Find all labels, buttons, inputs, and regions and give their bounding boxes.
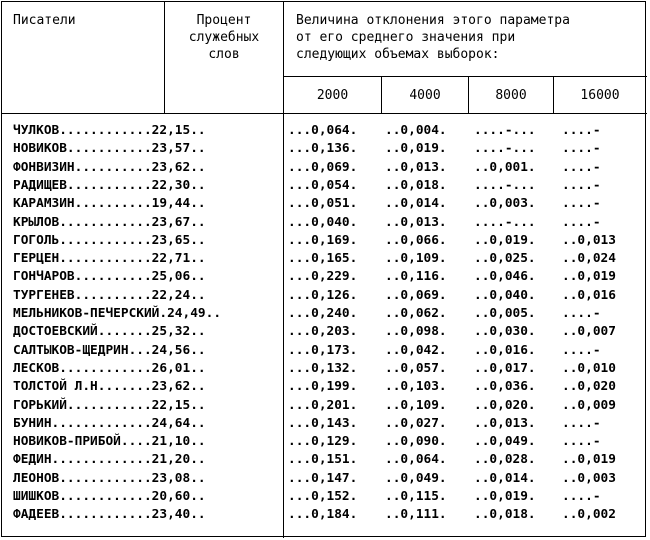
row-cell-c2: ...0,126. [288,287,358,303]
row-cell-c2: ...0,152. [288,489,358,504]
header-deviation: Величина отклонения этого параметра от его среднего значения при следующих объемах выборок: [296,13,570,62]
row-cell-c4: ..0,025. [474,251,536,267]
row-cell-c3: ..0,090. [385,434,447,450]
row-cell-c5: ..0,024 [562,251,616,267]
row-cell-c1: МЕЛЬНИКОВ-ПЕЧЕРСКИЙ.24,49.. [13,306,222,321]
row-cell-c5: ..0,016 [562,287,616,303]
header-sample-16000: 16000 [580,88,620,103]
row-cell-c2: ...0,240. [288,306,358,321]
row-cell-c2: ...0,069. [288,159,358,175]
table-row [0,451,650,469]
row-cell-c3: ..0,098. [385,324,447,340]
row-cell-c3: ..0,013. [385,159,447,175]
row-cell-c1: ФОНВИЗИН..........23,62.. [13,159,206,175]
row-cell-c1: ТУРГЕНЕВ..........22,24.. [13,287,206,303]
row-cell-c2: ...0,132. [288,360,358,376]
row-cell-c2: ...0,054. [288,177,358,193]
table-row [0,177,650,195]
row-cell-c4: ..0,013. [474,415,536,431]
table-row [0,415,650,433]
row-cell-c2: ...0,169. [288,232,358,248]
row-cell-c1: ФАДЕЕВ............23,40.. [13,507,206,523]
row-cell-c5: ....- [562,489,601,504]
row-cell-c5: ....- [562,214,601,230]
row-cell-c1: РАДИЩЕВ...........22,30.. [13,177,206,193]
row-cell-c1: НОВИКОВ-ПРИБОЙ....21,10.. [13,434,206,450]
row-cell-c3: ..0,019. [385,141,447,157]
row-cell-c5: ..0,010 [562,360,616,376]
header-sample-8000: 8000 [495,88,527,103]
row-cell-c2: ...0,129. [288,434,358,450]
row-cell-c3: ..0,062. [385,306,447,321]
row-cell-c1: ЛЕСКОВ............26,01.. [13,360,206,376]
row-cell-c3: ..0,014. [385,196,447,212]
row-cell-c3: ..0,018. [385,177,447,193]
row-cell-c2: ...0,173. [288,342,358,358]
row-cell-c5: ....- [562,415,601,431]
table-row [0,488,650,506]
row-cell-c3: ..0,066. [385,232,447,248]
row-cell-c5: ....- [562,196,601,212]
row-cell-c3: ..0,042. [385,342,447,358]
header-divider-main [1,113,647,114]
table-row [0,323,650,341]
row-cell-c5: ..0,002 [562,507,616,523]
row-cell-c1: ГОРЬКИЙ...........22,15.. [13,397,206,413]
row-cell-c3: ..0,057. [385,360,447,376]
row-cell-c1: ФЕДИН.............21,20.. [13,452,206,468]
row-cell-c2: ...0,143. [288,415,358,431]
row-cell-c4: ..0,018. [474,507,536,523]
row-cell-c5: ....- [562,434,601,450]
row-cell-c2: ...0,151. [288,452,358,468]
row-cell-c4: ..0,019. [474,232,536,248]
table-row [0,140,650,158]
row-cell-c2: ...0,203. [288,324,358,340]
row-cell-c3: ..0,027. [385,415,447,431]
row-cell-c5: ..0,019 [562,269,616,285]
row-cell-c5: ....- [562,342,601,358]
row-cell-c1: ГЕРЦЕН............22,71.. [13,251,206,267]
row-cell-c1: ДОСТОЕВСКИЙ.......25,32.. [13,324,206,340]
table-row [0,342,650,360]
table-row [0,232,650,250]
row-cell-c2: ...0,184. [288,507,358,523]
row-cell-c3: ..0,109. [385,251,447,267]
row-cell-c4: ..0,016. [474,342,536,358]
header-sample-2000: 2000 [316,88,349,103]
row-cell-c4: ..0,049. [474,434,536,450]
header-sample-4000: 4000 [409,88,441,103]
row-cell-c5: ..0,020 [562,379,616,395]
row-cell-c1: ТОЛСТОЙ Л.Н.......23,62.. [13,379,206,395]
row-cell-c2: ...0,199. [288,379,358,395]
row-cell-c4: ....-... [474,141,536,157]
row-cell-c4: ..0,020. [474,397,536,413]
table-row [0,214,650,232]
row-cell-c4: ....-... [474,123,536,138]
row-cell-c1: НОВИКОВ...........23,57.. [13,141,206,157]
row-cell-c2: ...0,165. [288,251,358,267]
table-row [0,378,650,396]
row-cell-c2: ...0,201. [288,397,358,413]
row-cell-c4: ..0,030. [474,324,536,340]
row-cell-c4: ..0,005. [474,306,536,321]
row-cell-c3: ..0,004. [385,123,447,138]
row-cell-c4: ..0,017. [474,360,536,376]
table-row [0,360,650,378]
row-cell-c3: ..0,103. [385,379,447,395]
table-row [0,506,650,524]
table-row [0,250,650,268]
header-percent: Процент служебных слов [188,13,260,62]
row-cell-c5: ..0,003 [562,470,616,486]
row-cell-c3: ..0,111. [385,507,447,523]
row-cell-c5: ....- [562,159,601,175]
row-cell-c3: ..0,013. [385,214,447,230]
row-cell-c2: ...0,051. [288,196,358,212]
row-cell-c3: ..0,116. [385,269,447,285]
row-cell-c1: ЧУЛКОВ............22,15.. [13,123,206,138]
row-cell-c1: КАРАМЗИН..........19,44.. [13,196,206,212]
row-cell-c1: ГОГОЛЬ............23,65.. [13,232,206,248]
row-cell-c2: ...0,229. [288,269,358,285]
row-cell-c1: САЛТЫКОВ-ЩЕДРИН...24,56.. [13,342,206,358]
row-cell-c3: ..0,069. [385,287,447,303]
row-cell-c2: ...0,136. [288,141,358,157]
table-row [0,159,650,177]
table-row [0,397,650,415]
header-divider-inner [283,76,647,77]
row-cell-c4: ..0,019. [474,489,536,504]
col-divider-1 [164,1,165,114]
row-cell-c4: ..0,040. [474,287,536,303]
table-row [0,470,650,488]
row-cell-c3: ..0,049. [385,470,447,486]
row-cell-c4: ..0,003. [474,196,536,212]
table-row [0,195,650,213]
row-cell-c5: ....- [562,123,601,138]
row-cell-c5: ....- [562,177,601,193]
row-cell-c5: ..0,009 [562,397,616,413]
row-cell-c5: ....- [562,141,601,157]
row-cell-c1: БУНИН.............24,64.. [13,415,206,431]
row-cell-c4: ....-... [474,214,536,230]
row-cell-c3: ..0,109. [385,397,447,413]
row-cell-c2: ...0,147. [288,470,358,486]
row-cell-c4: ....-... [474,177,536,193]
table-row [0,268,650,286]
table-row [0,305,650,323]
row-cell-c4: ..0,014. [474,470,536,486]
table-row [0,287,650,305]
row-cell-c4: ..0,046. [474,269,536,285]
table-row [0,433,650,451]
row-cell-c1: ГОНЧАРОВ..........25,06.. [13,269,206,285]
row-cell-c1: ШИШКОВ............20,60.. [13,489,206,504]
table-row [0,122,650,140]
row-cell-c4: ..0,001. [474,159,536,175]
row-cell-c3: ..0,115. [385,489,447,504]
row-cell-c4: ..0,028. [474,452,536,468]
row-cell-c4: ..0,036. [474,379,536,395]
row-cell-c2: ...0,040. [288,214,358,230]
row-cell-c5: ..0,007 [562,324,616,340]
row-cell-c1: КРЫЛОВ............23,67.. [13,214,206,230]
row-cell-c5: ..0,013 [562,232,616,248]
row-cell-c5: ....- [562,306,601,321]
row-cell-c5: ..0,019 [562,452,616,468]
header-writers: Писатели [13,13,76,28]
row-cell-c1: ЛЕОНОВ............23,08.. [13,470,206,486]
row-cell-c2: ...0,064. [288,123,358,138]
row-cell-c3: ..0,064. [385,452,447,468]
